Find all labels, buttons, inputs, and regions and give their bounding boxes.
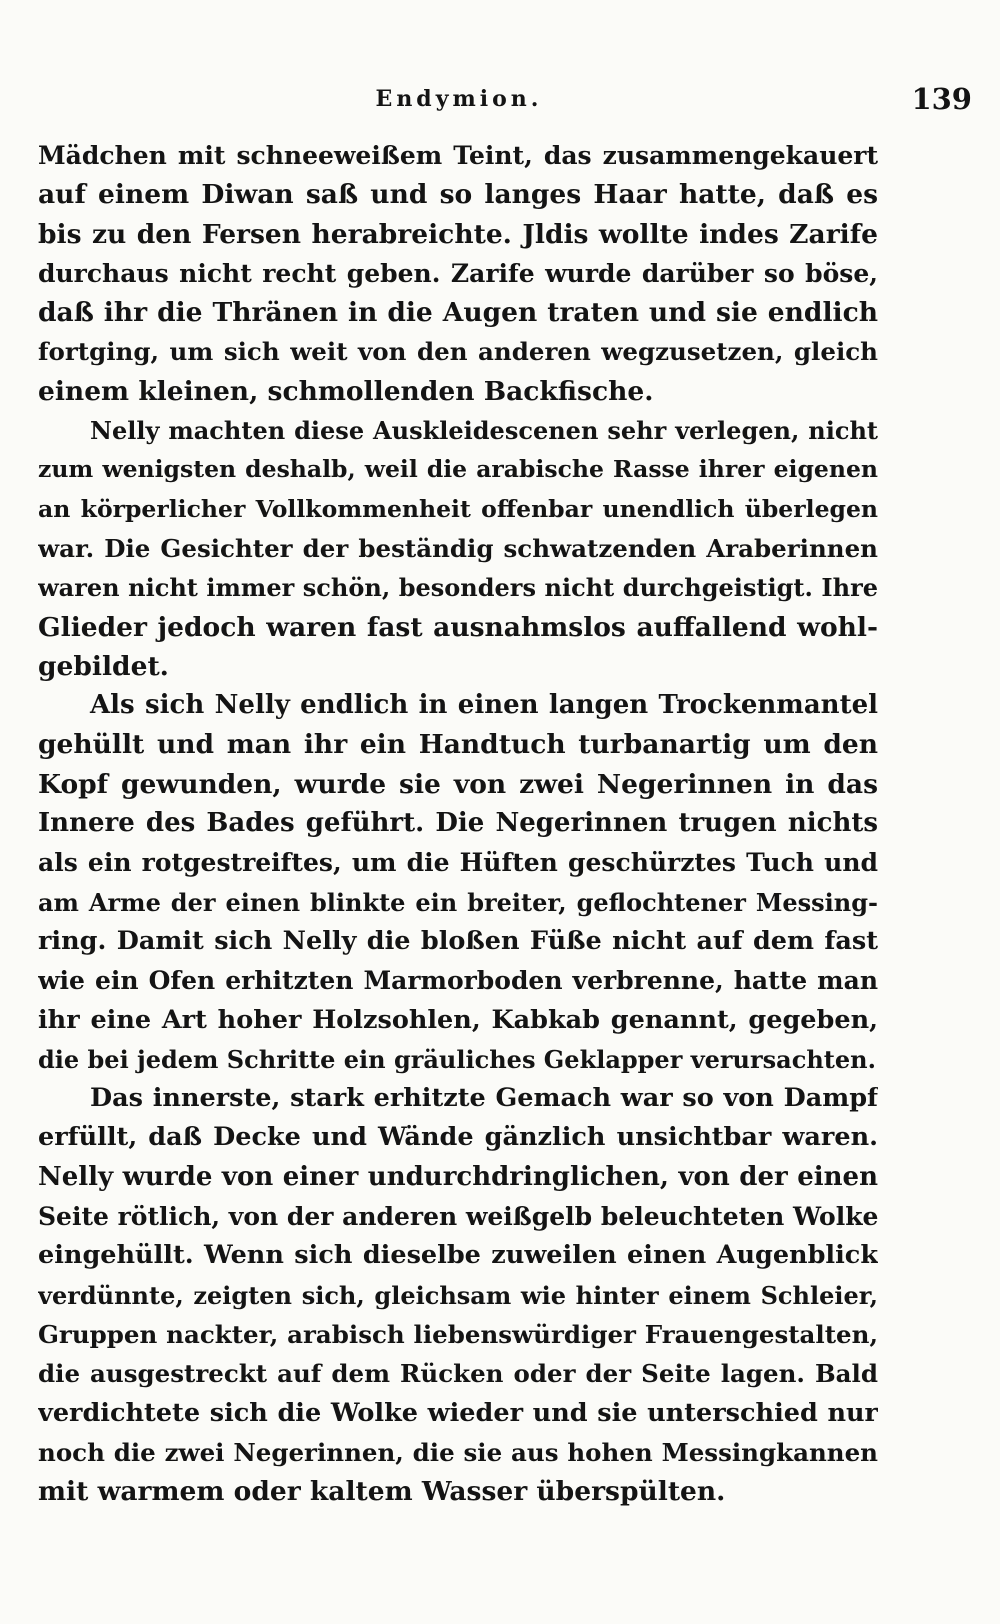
text-line: Innere des Bades geführt. Die Negerinnen trugen nichts bbox=[38, 808, 878, 839]
text-line: verdünnte, zeigten sich, gleichsam wie hinter einem Schleier, bbox=[38, 1280, 878, 1310]
text-line: die bei jedem Schritte ein gräuliches Geklapper verursachten. bbox=[38, 1044, 876, 1074]
text-line: auf einem Diwan saß und so langes Haar hatte, daß es bbox=[38, 179, 878, 211]
page-header bbox=[38, 82, 972, 126]
text-line: verdichtete sich die Wolke wieder und sie unterschied nur bbox=[38, 1397, 878, 1428]
text-line: war. Die Gesichter der beständig schwatzenden Araberinnen bbox=[38, 533, 878, 563]
text-line: bis zu den Fersen herabreichte. Jldis wollte indes Zarife bbox=[38, 218, 878, 250]
text-line: Als sich Nelly endlich in einen langen Trockenmantel bbox=[90, 690, 878, 721]
text-line: Kopf gewunden, wurde sie von zwei Negerinnen in das bbox=[38, 768, 878, 800]
text-line: an körperlicher Vollkommenheit offenbar unendlich überlegen bbox=[38, 494, 878, 523]
text-line: durchaus nicht recht geben. Zarife wurde darüber so böse, bbox=[38, 258, 878, 288]
text-line: einem kleinen, schmollenden Backfische. bbox=[38, 375, 654, 407]
body-text bbox=[38, 136, 878, 1511]
page-number: 139 bbox=[911, 82, 972, 116]
text-line: Gruppen nackter, arabisch liebenswürdiger Frauengestalten, bbox=[38, 1319, 878, 1349]
text-line: Mädchen mit schneeweißem Teint, das zusammengekauert bbox=[38, 141, 878, 170]
text-line: Nelly wurde von einer undurchdringlichen, von der einen bbox=[38, 1161, 878, 1192]
running-title: Endymion. bbox=[375, 86, 543, 112]
text-line: erfüllt, daß Decke und Wände gänzlich unsichtbar waren. bbox=[38, 1122, 878, 1153]
text-line: ihr eine Art hoher Holzsohlen, Kabkab genannt, gegeben, bbox=[38, 1004, 878, 1035]
text-line: gebildet. bbox=[38, 650, 169, 682]
text-line: noch die zwei Negerinnen, die sie aus hohen Messingkannen bbox=[38, 1437, 878, 1467]
text-line: Nelly machten diese Auskleidescenen sehr verlegen, nicht bbox=[90, 416, 878, 446]
text-line: zum wenigsten deshalb, weil die arabische Rasse ihrer eigenen bbox=[38, 455, 878, 484]
text-line: daß ihr die Thränen in die Augen traten und sie endlich bbox=[38, 297, 878, 329]
text-line: die ausgestreckt auf dem Rücken oder der Seite lagen. Bald bbox=[38, 1359, 878, 1389]
text-line: am Arme der einen blinkte ein breiter, geflochtener Messing- bbox=[38, 887, 878, 917]
text-line: mit warmem oder kaltem Wasser überspülten. bbox=[38, 1476, 726, 1508]
text-line: fortging, um sich weit von den anderen wegzusetzen, gleich bbox=[38, 337, 878, 367]
text-line: eingehüllt. Wenn sich dieselbe zuweilen einen Augenblick bbox=[38, 1240, 878, 1271]
text-line: Das innerste, stark erhitzte Gemach war so von Dampf bbox=[90, 1083, 878, 1114]
text-line: als ein rotgestreiftes, um die Hüften geschürztes Tuch und bbox=[38, 848, 878, 878]
text-line: Glieder jedoch waren fast ausnahmslos auffallend wohl- bbox=[38, 611, 878, 643]
text-line: gehüllt und man ihr ein Handtuch turbanartig um den bbox=[38, 729, 878, 761]
text-line: ring. Damit sich Nelly die bloßen Füße nicht auf dem fast bbox=[38, 925, 878, 956]
text-line: wie ein Ofen erhitzten Marmorboden verbrenne, hatte man bbox=[38, 966, 878, 996]
text-line: waren nicht immer schön, besonders nicht durchgeistigt. Ihre bbox=[38, 573, 878, 603]
text-line: Seite rötlich, von der anderen weißgelb beleuchteten Wolke bbox=[38, 1202, 878, 1232]
